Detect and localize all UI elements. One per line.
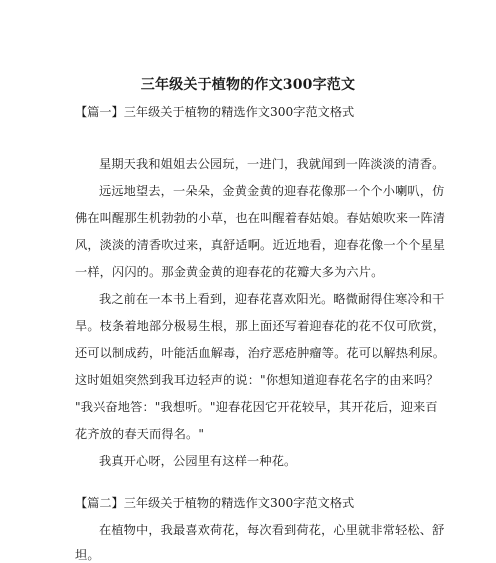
section-2-line: 在植物中，我最喜欢荷花，每次看到荷花，心里就非常轻松、舒 bbox=[99, 523, 445, 537]
section-1-line: 旱。枝条着地部分极易生根，那上面还写着迎春花的花不仅可欣赏， bbox=[75, 319, 446, 333]
section-1-line: 花齐放的春天而得名。" bbox=[75, 427, 205, 441]
section-1-line: 还可以制成药，叶能活血解毒，治疗恶疮肿瘤等。花可以解热利尿。 bbox=[75, 346, 446, 360]
section-1-line: 佛在叫醒那生机勃勃的小草，也在叫醒着春姑娘。春姑娘吹来一阵清 bbox=[75, 211, 446, 225]
section-2-heading: 【篇二】三年级关于植物的精选作文300字范文格式 bbox=[75, 496, 355, 510]
section-2-line: 坦。 bbox=[75, 548, 100, 562]
section-1-heading: 【篇一】三年级关于植物的精选作文300字范文格式 bbox=[75, 105, 355, 119]
section-1-line: 这时姐姐突然到我耳边轻声的说："你想知道迎春花名字的由来吗？ bbox=[75, 373, 439, 387]
section-1-line: 风，淡淡的清香吹过来，真舒适啊。近近地看，迎春花像一个个星星 bbox=[75, 238, 446, 252]
section-1-line: 我真开心呀，公园里有这样一种花。 bbox=[99, 454, 297, 468]
section-1-line: 一样，闪闪的。那金黄金黄的迎春花的花瓣大多为六片。 bbox=[75, 265, 384, 279]
section-1-line: "我兴奋地答："我想听。"迎春花因它开花较早，其开花后，迎来百 bbox=[75, 400, 438, 414]
section-1-line: 远远地望去，一朵朵，金黄金黄的迎春花像那一个个小喇叭，仿 bbox=[99, 184, 445, 198]
section-1-line: 我之前在一本书上看到，迎春花喜欢阳光。略微耐得住寒冷和干 bbox=[99, 292, 445, 306]
document-title: 三年级关于植物的作文300字范文 bbox=[140, 77, 356, 93]
section-1-line: 星期天我和姐姐去公园玩，一进门，我就闻到一阵淡淡的清香。 bbox=[99, 157, 445, 171]
